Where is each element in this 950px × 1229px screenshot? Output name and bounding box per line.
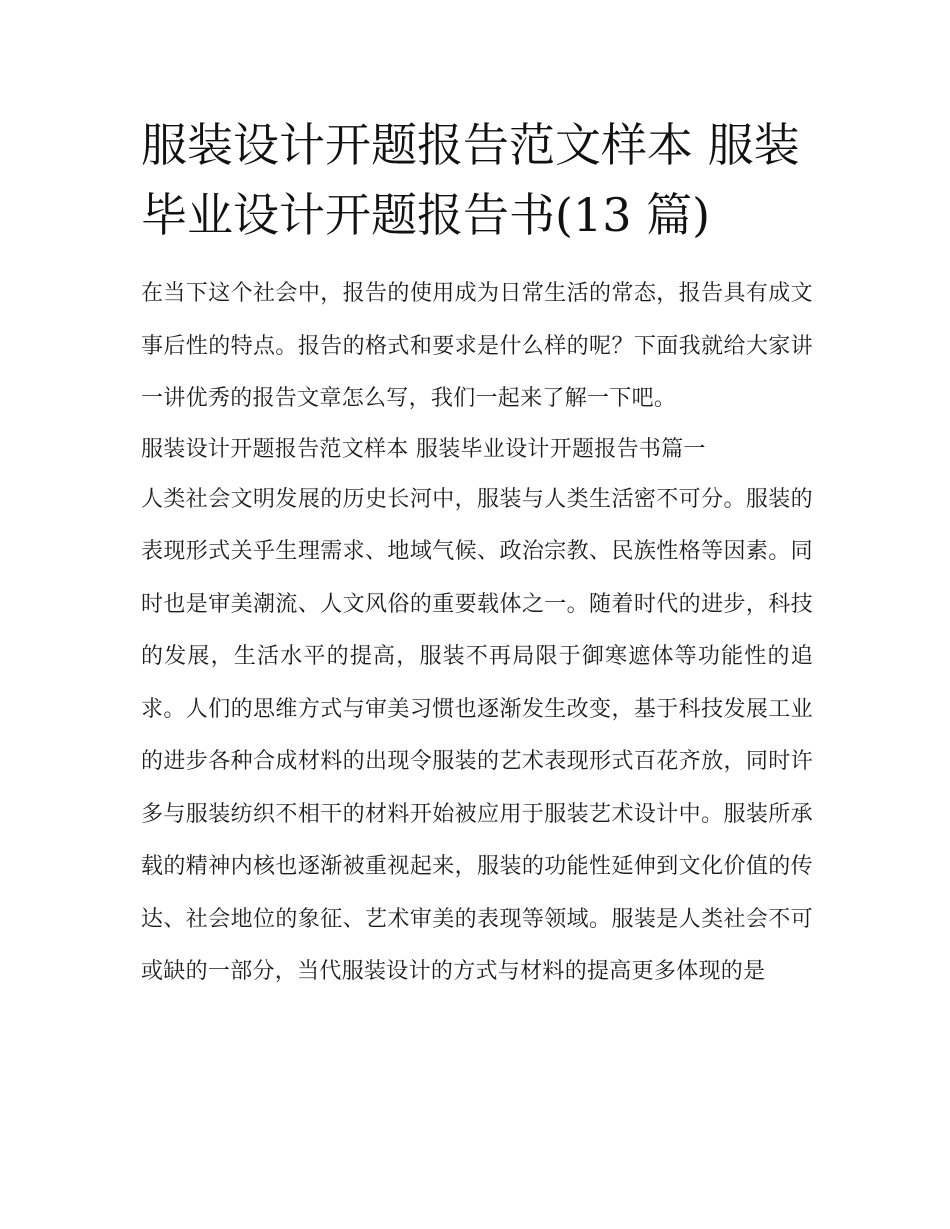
- intro-paragraph: 在当下这个社会中，报告的使用成为日常生活的常态，报告具有成文事后性的特点。报告的格式和要求是什么样的呢？下面我就给大家讲一讲优秀的报告文章怎么写，我们一起来了解一下吧。: [141, 281, 813, 411]
- document-content: [141, 110, 813, 999]
- body-paragraph: 人类社会文明发展的历史长河中，服装与人类生活密不可分。服装的表现形式关乎生理需求、地域气候、政治宗教、民族性格等因素。同时也是审美潮流、人文风俗的重要载体之一。随着时代的进步，科技的发展，生活水平的提高，服装不再局限于御寒遮体等功能性的追求。人们的思维方式与审美习惯也逐渐发生改变，基于科技发展工业的进步各种合成材料的出现令服装的艺术表现形式百花齐放，同时许多与服装纺织不相干的材料开始被应用于服装艺术设计中。服装所承载的精神内核也逐渐被重视起来，服装的功能性延伸到文化价值的传达、社会地位的象征、艺术审美的表现等领域。服装是人类社会不可或缺的一部分，当代服装设计的方式与材料的提高更多体现的是: [141, 486, 813, 984]
- document-title: 服装设计开题报告范文样本 服装毕业设计开题报告书(13 篇): [141, 118, 800, 242]
- section-heading: 服装设计开题报告范文样本 服装毕业设计开题报告书篇一: [141, 436, 706, 462]
